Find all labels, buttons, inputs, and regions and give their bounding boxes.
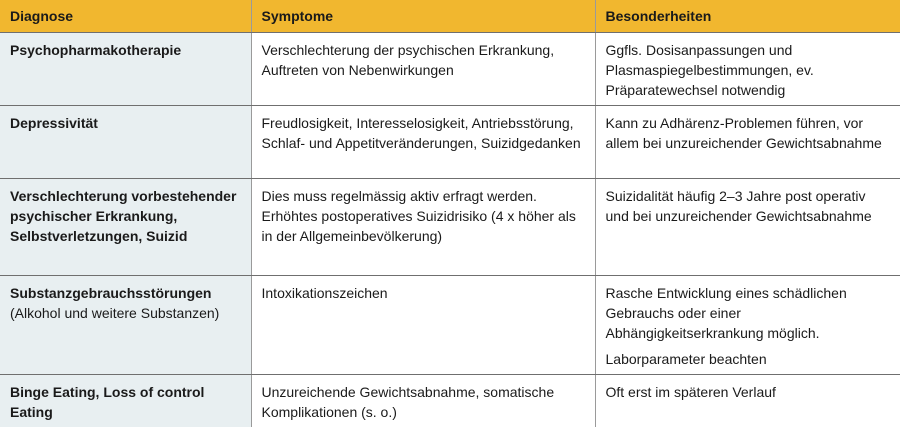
symptome-cell: Intoxikationszeichen [251,276,595,375]
table-row [0,106,900,179]
diagnose-note: (Alkohol und weitere Substanzen) [10,305,219,321]
symptome-cell: Unzureichende Gewichtsabnahme, somatische Komplikationen (s. o.) [251,375,595,427]
besonderheiten-cell: Kann zu Adhärenz-Problemen führen, vor allem bei unzureichender Gewichtsabnahme [595,106,900,179]
diagnose-name: Binge Eating, Loss of control Eating [10,384,204,420]
table-header-row [0,0,900,33]
diagnose-cell [0,106,251,179]
symptome-cell: Verschlechterung der psychischen Erkrankung, Auftreten von Nebenwirkungen [251,33,595,106]
diagnose-cell [0,276,251,375]
header-besonderheiten: Besonderheiten [595,0,900,33]
table-row [0,375,900,427]
table-row [0,276,900,375]
diagnose-cell [0,179,251,276]
besonderheiten-cell: Oft erst im späteren Verlauf [595,375,900,427]
diagnose-cell [0,375,251,427]
header-symptome: Symptome [251,0,595,33]
besonderheiten-cell [595,276,900,375]
table-row [0,33,900,106]
table-row [0,179,900,276]
diagnose-name: Verschlechterung vorbestehender psychischer Erkrankung, Selbstverletzungen, Suizid [10,188,236,244]
diagnose-name: Substanzgebrauchsstörungen [10,285,211,301]
diagnose-name: Depressivität [10,115,98,131]
symptome-cell: Freudlosigkeit, Interesselosigkeit, Antriebsstörung, Schlaf- und Appetitveränderungen, Suizidgedanken [251,106,595,179]
besonderheiten-cell: Suizidalität häufig 2–3 Jahre post operativ und bei unzureichender Gewichtsabnahme [595,179,900,276]
diagnose-cell [0,33,251,106]
besonderheiten-text: Rasche Entwicklung eines schädlichen Gebrauchs oder einer Abhängigkeitserkrankung möglich. [606,285,847,341]
besonderheiten-cell: Ggfls. Dosisanpassungen und Plasmaspiegelbestimmungen, ev. Präparatewechsel notwendig [595,33,900,106]
header-diagnose: Diagnose [0,0,251,33]
diagnose-name: Psychopharmakotherapie [10,42,181,58]
besonderheiten-extra: Laborparameter beachten [606,349,891,369]
symptome-cell: Dies muss regelmässig aktiv erfragt werden. Erhöhtes postoperatives Suizidrisiko (4 x höher als in der Allgemeinbevölkerung) [251,179,595,276]
